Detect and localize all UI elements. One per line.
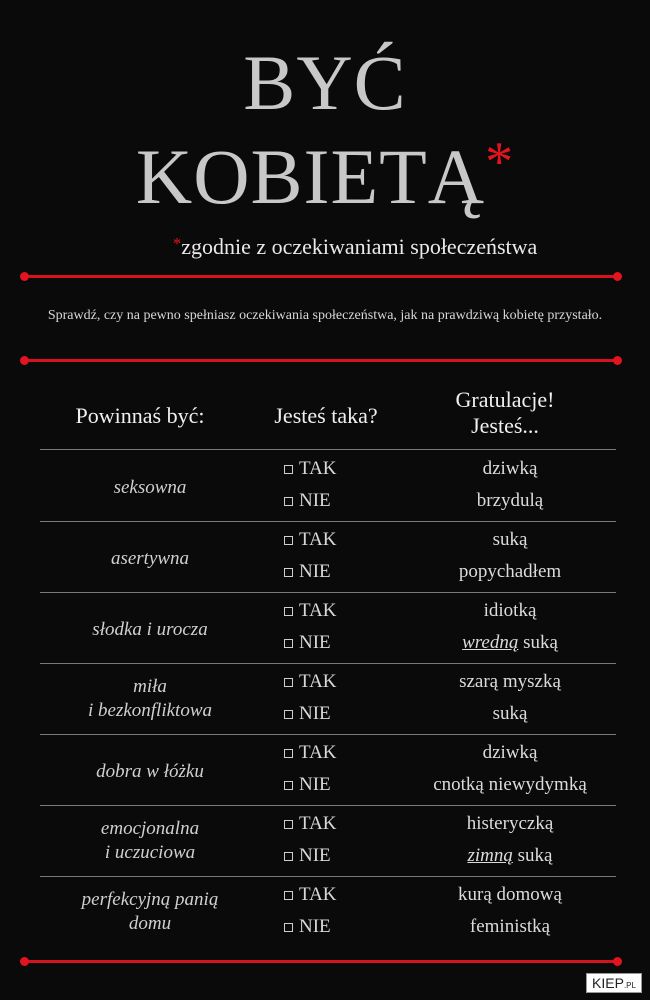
option-yes-checkbox[interactable]	[284, 813, 394, 835]
option-label: TAK	[299, 884, 337, 905]
red-divider-bottom	[24, 960, 618, 963]
requirement-line: emocjonalna	[100, 818, 200, 839]
row-divider	[40, 876, 616, 877]
title-line-1: BYĆ	[243, 39, 407, 126]
requirement-label	[40, 547, 260, 571]
header-congrats-line1: Gratulacje!	[455, 387, 555, 412]
intro-text: Sprawdź, czy na pewno spełniasz oczekiwania społeczeństwa, jak na prawdziwą kobietę przystało.	[47, 308, 603, 323]
requirement-line: perfekcyjną panią	[81, 889, 219, 910]
row-divider	[40, 521, 616, 522]
option-yes-checkbox[interactable]	[284, 529, 394, 551]
option-no-checkbox[interactable]	[284, 632, 394, 654]
option-label: NIE	[299, 703, 331, 724]
checkbox-icon[interactable]	[284, 749, 293, 758]
subtitle	[0, 234, 650, 260]
row-divider	[40, 592, 616, 593]
result-if-no	[405, 561, 615, 583]
checkbox-icon[interactable]	[284, 820, 293, 829]
requirement-line: domu	[128, 913, 172, 934]
requirement-label	[40, 760, 260, 784]
option-yes-checkbox[interactable]	[284, 600, 394, 622]
option-label: NIE	[299, 774, 331, 795]
header-should-be: Powinnaś być:	[75, 403, 205, 428]
header-congrats-line2: Jesteś...	[471, 413, 539, 438]
requirement-line: słodka i urocza	[92, 619, 208, 640]
result-text: szarą myszką	[459, 671, 561, 692]
checkbox-icon[interactable]	[284, 607, 293, 616]
option-no-checkbox[interactable]	[284, 845, 394, 867]
requirement-line: dobra w łóżku	[96, 761, 204, 782]
result-if-yes	[405, 884, 615, 906]
checkbox-icon[interactable]	[284, 781, 293, 790]
result-text: suką	[512, 845, 553, 866]
checkbox-icon[interactable]	[284, 465, 293, 474]
watermark-main: KIEP	[592, 975, 624, 991]
option-no-checkbox[interactable]	[284, 561, 394, 583]
checkbox-icon[interactable]	[284, 568, 293, 577]
result-if-yes	[405, 742, 615, 764]
result-text: histeryczką	[466, 813, 554, 834]
result-if-yes	[405, 458, 615, 480]
result-emphasis: wredną	[462, 632, 519, 653]
title-word: KOBIETĄ	[135, 133, 486, 220]
option-yes-checkbox[interactable]	[284, 742, 394, 764]
result-if-yes	[405, 529, 615, 551]
requirement-line: miła	[133, 676, 167, 697]
red-divider-top	[24, 275, 618, 278]
header-congrats	[405, 387, 605, 439]
option-yes-checkbox[interactable]	[284, 458, 394, 480]
checkbox-icon[interactable]	[284, 678, 293, 687]
result-if-no	[405, 632, 615, 654]
requirement-label	[40, 675, 260, 723]
option-label: NIE	[299, 916, 331, 937]
result-text: suką	[492, 529, 528, 550]
checkbox-icon[interactable]	[284, 710, 293, 719]
option-label: NIE	[299, 845, 331, 866]
row-divider	[40, 663, 616, 664]
checkbox-icon[interactable]	[284, 536, 293, 545]
header-are-you: Jesteś taka?	[274, 403, 378, 428]
result-text: dziwką	[482, 742, 538, 763]
option-label: TAK	[299, 671, 337, 692]
requirement-line: i bezkonfliktowa	[87, 700, 212, 721]
option-label: TAK	[299, 813, 337, 834]
requirement-line: seksowna	[113, 477, 187, 498]
result-if-no	[405, 774, 615, 796]
option-yes-checkbox[interactable]	[284, 671, 394, 693]
option-label: TAK	[299, 600, 337, 621]
watermark-suffix: .PL	[623, 981, 636, 990]
checkbox-icon[interactable]	[284, 891, 293, 900]
option-label: TAK	[299, 529, 337, 550]
requirement-label	[40, 817, 260, 865]
title-asterisk: *	[485, 131, 515, 193]
result-if-no	[405, 703, 615, 725]
result-text: cnotką niewydymką	[433, 774, 587, 795]
option-label: NIE	[299, 632, 331, 653]
requirement-label	[40, 476, 260, 500]
result-emphasis: zimną	[467, 845, 513, 866]
row-divider	[40, 805, 616, 806]
result-if-yes	[405, 600, 615, 622]
result-if-yes	[405, 671, 615, 693]
option-no-checkbox[interactable]	[284, 703, 394, 725]
option-label: NIE	[299, 490, 331, 511]
result-text: kurą domową	[458, 884, 562, 905]
checkbox-icon[interactable]	[284, 639, 293, 648]
subtitle-text: zgodnie z oczekiwaniami społeczeństwa	[181, 234, 538, 259]
requirement-line: asertywna	[110, 548, 190, 569]
result-text: feministką	[469, 916, 551, 937]
requirement-label	[40, 618, 260, 642]
table-divider	[40, 449, 616, 450]
result-text: suką	[492, 703, 528, 724]
option-no-checkbox[interactable]	[284, 916, 394, 938]
result-text: popychadłem	[458, 561, 562, 582]
subtitle-asterisk: *	[172, 234, 182, 253]
result-text: brzydulą	[476, 490, 544, 511]
watermark-logo	[586, 973, 642, 993]
result-if-no	[405, 916, 615, 938]
option-yes-checkbox[interactable]	[284, 884, 394, 906]
checkbox-icon[interactable]	[284, 852, 293, 861]
checkbox-icon[interactable]	[284, 497, 293, 506]
requirement-line: i uczuciowa	[104, 842, 196, 863]
result-if-no	[405, 490, 615, 512]
option-no-checkbox[interactable]	[284, 774, 394, 796]
red-divider-middle	[24, 359, 618, 362]
option-label: NIE	[299, 561, 331, 582]
result-text: suką	[518, 632, 558, 653]
requirement-label	[40, 888, 260, 936]
checkbox-icon[interactable]	[284, 923, 293, 932]
option-label: TAK	[299, 458, 337, 479]
option-no-checkbox[interactable]	[284, 490, 394, 512]
option-label: TAK	[299, 742, 337, 763]
result-text: dziwką	[482, 458, 538, 479]
title-line-2	[0, 131, 650, 220]
result-if-no	[405, 845, 615, 867]
row-divider	[40, 734, 616, 735]
result-if-yes	[405, 813, 615, 835]
result-text: idiotką	[483, 600, 537, 621]
